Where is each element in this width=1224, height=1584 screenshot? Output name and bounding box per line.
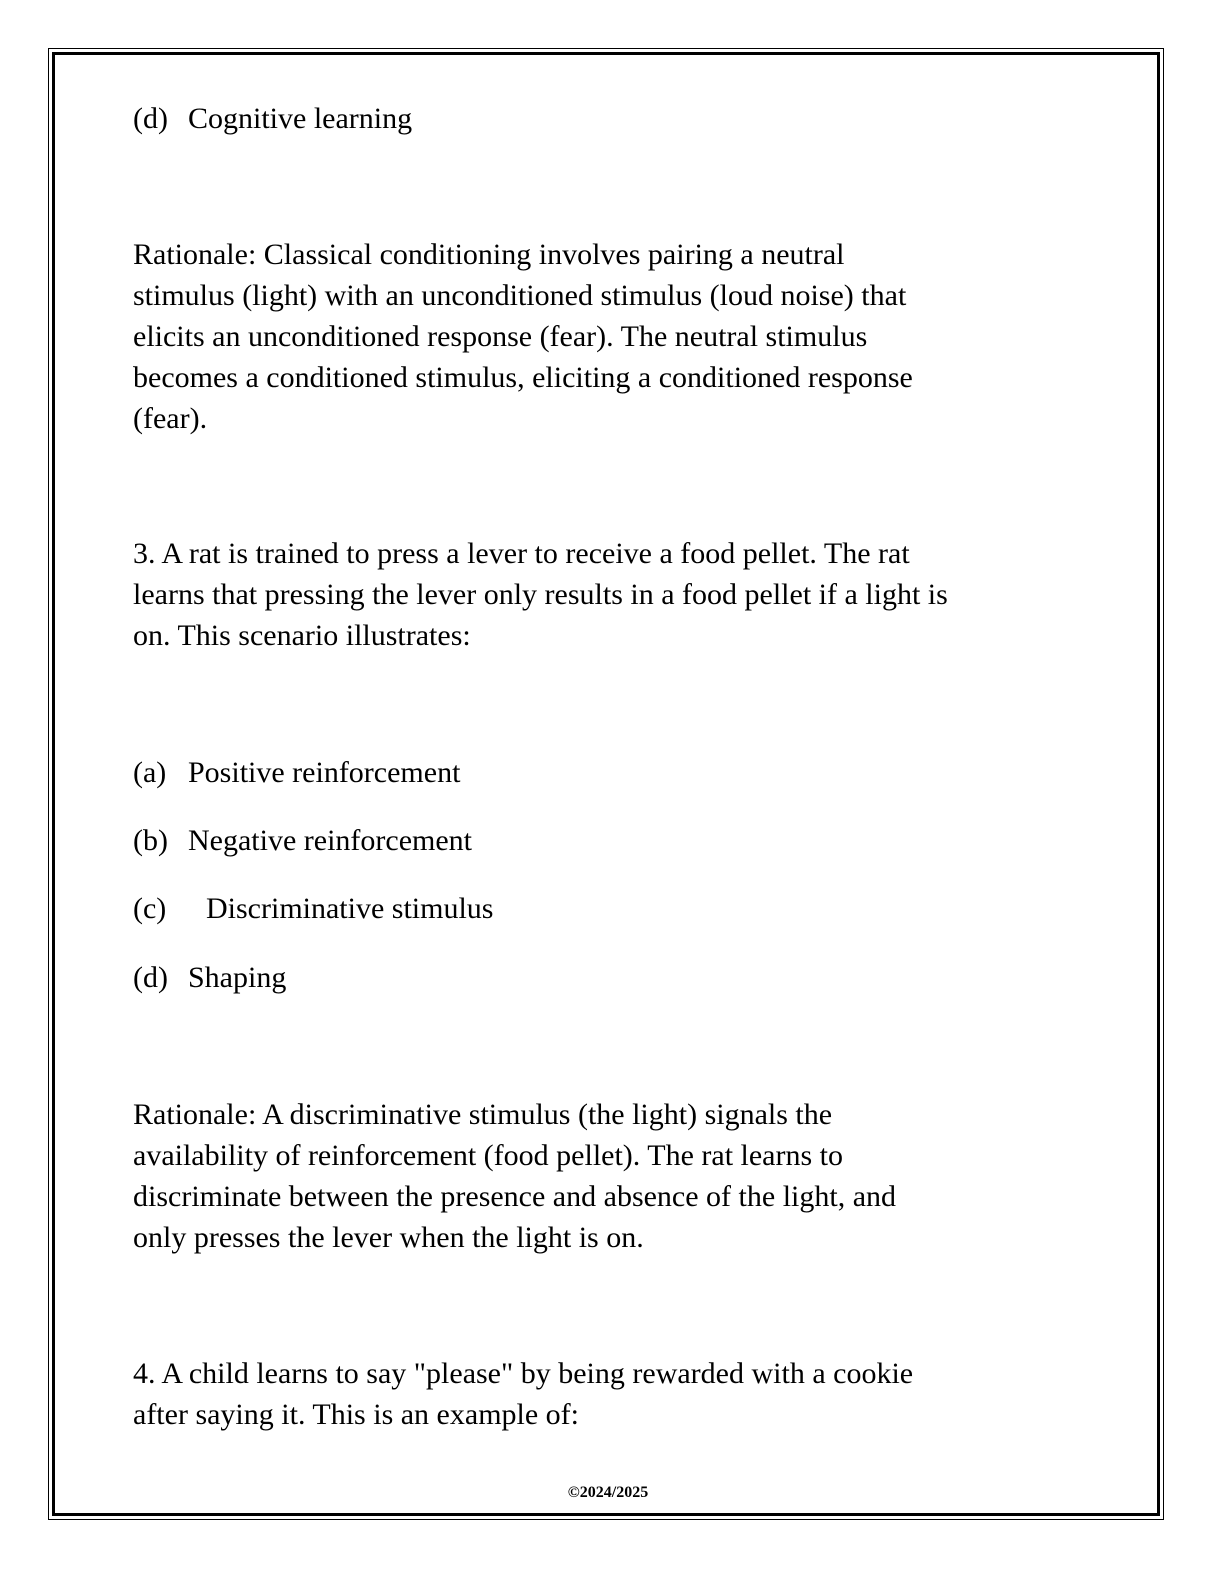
option-d: [133, 957, 1093, 998]
question-line: learns that pressing the lever only results in a food pellet if a light is: [133, 578, 948, 611]
rationale-line: availability of reinforcement (food pellet). The rat learns to: [133, 1139, 843, 1172]
option-a: [133, 752, 1093, 793]
question-4-stem: [133, 1353, 1093, 1435]
option-text: Shaping: [188, 961, 287, 994]
option-text: Negative reinforcement: [188, 824, 473, 857]
option-label: (b): [133, 824, 168, 857]
option-text: Cognitive learning: [188, 102, 413, 135]
option-label: (a): [133, 756, 167, 789]
question-line: 3. A rat is trained to press a lever to receive a food pellet. The rat: [133, 537, 910, 570]
rationale-line: only presses the lever when the light is on.: [133, 1221, 644, 1254]
copyright-footer: ©2024/2025: [567, 1484, 649, 1501]
option-c: [133, 888, 1093, 929]
question-line: on. This scenario illustrates:: [133, 619, 471, 652]
question-line: after saying it. This is an example of:: [133, 1398, 580, 1431]
option-text: Discriminative stimulus: [206, 892, 494, 925]
option-text: Positive reinforcement: [188, 756, 461, 789]
previous-option-d: [133, 98, 1093, 139]
rationale-line: Rationale: A discriminative stimulus (the light) signals the: [133, 1098, 833, 1131]
rationale-line: stimulus (light) with an unconditioned stimulus (loud noise) that: [133, 279, 907, 312]
rationale-q3: [133, 1094, 1093, 1258]
rationale-line: Rationale: Classical conditioning involves pairing a neutral: [133, 238, 845, 271]
option-b: [133, 820, 1093, 861]
option-label: (d): [133, 102, 168, 135]
question-line: 4. A child learns to say "please" by being rewarded with a cookie: [133, 1357, 914, 1390]
option-label: (c): [133, 892, 167, 925]
rationale-line: becomes a conditioned stimulus, eliciting a conditioned response: [133, 361, 913, 394]
option-label: (d): [133, 961, 168, 994]
rationale-line: elicits an unconditioned response (fear). The neutral stimulus: [133, 320, 868, 353]
rationale-line: (fear).: [133, 402, 208, 435]
rationale-line: discriminate between the presence and absence of the light, and: [133, 1180, 897, 1213]
rationale-q2: [133, 234, 1093, 439]
question-3-stem: [133, 533, 1093, 656]
